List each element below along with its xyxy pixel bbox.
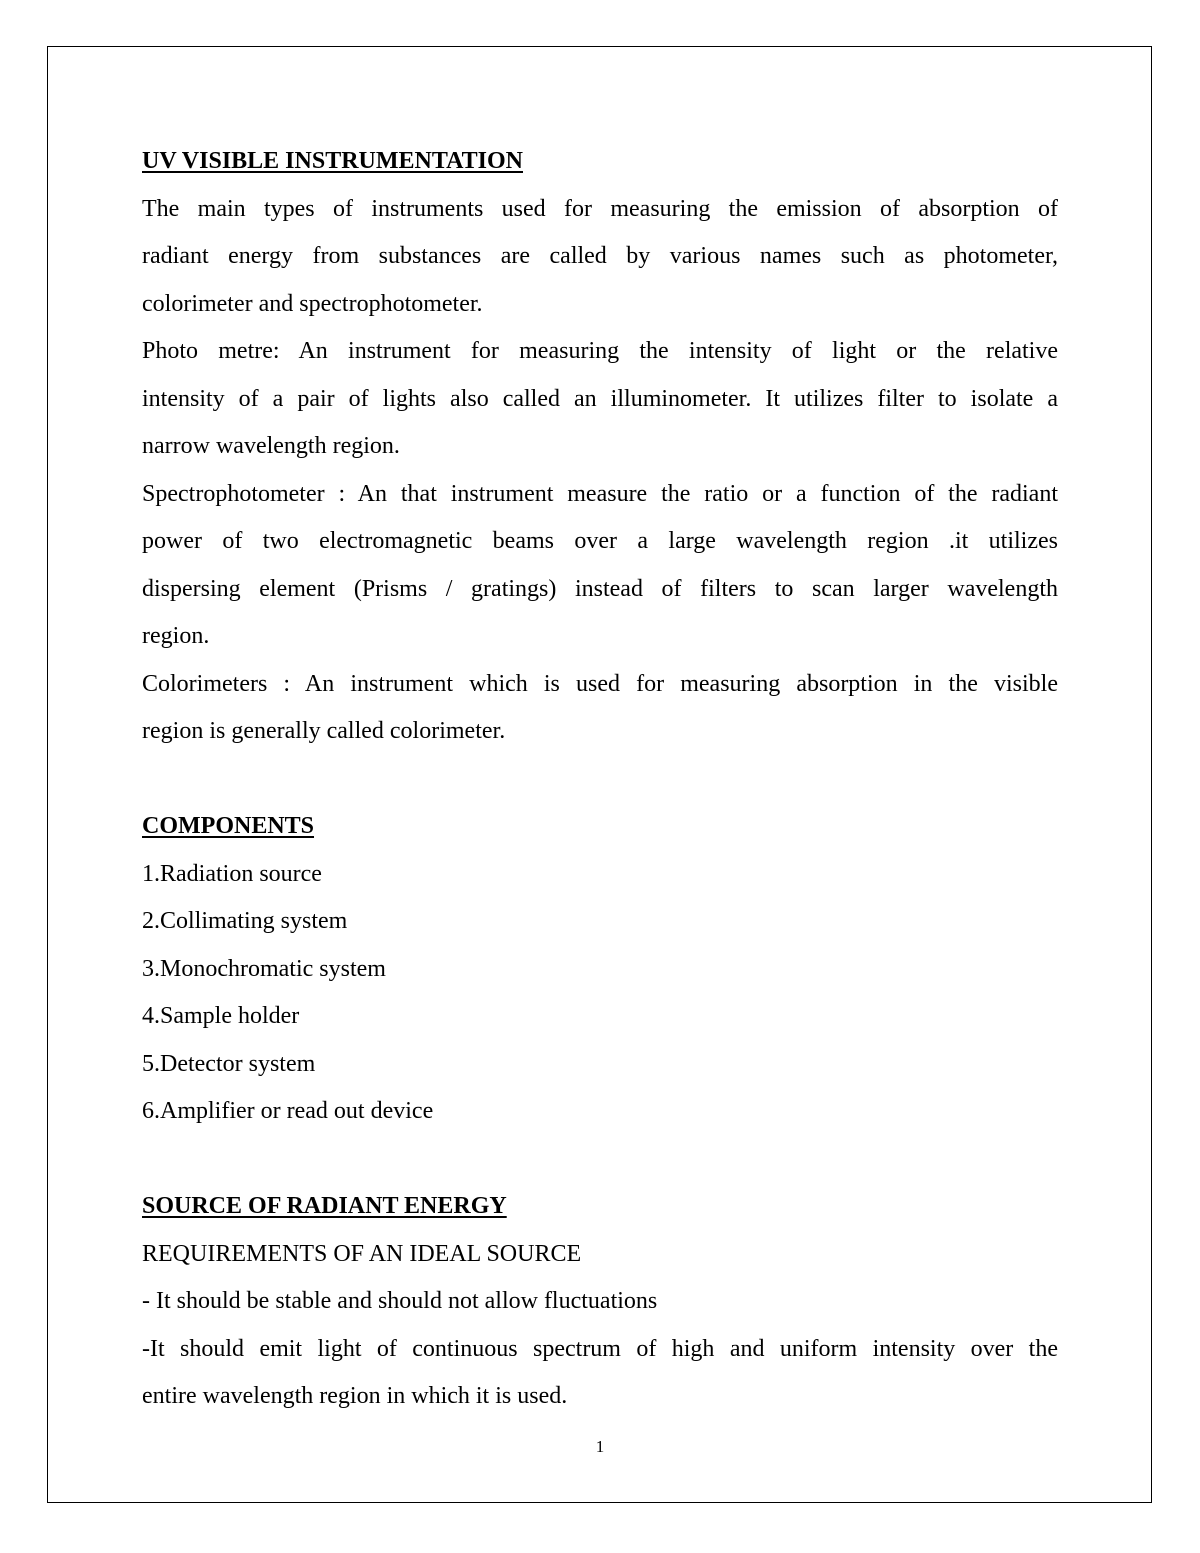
component-item: 4.Sample holder — [142, 1003, 300, 1029]
intro-line-3: colorimeter and spectrophotometer. — [142, 290, 483, 317]
colorimeters-line-1: Colorimeters : An instrument which is used for measuring absorption in the visible — [142, 670, 1058, 697]
page-number: 1 — [595, 1437, 605, 1456]
blank-line — [142, 756, 1058, 804]
requirement-line-2: -It should emit light of continuous spectrum of high and uniform intensity over the — [142, 1335, 1058, 1362]
spectrophotometer-line-4: region. — [142, 623, 210, 649]
requirement-line-3: entire wavelength region in which it is used. — [142, 1383, 568, 1409]
component-item: 5.Detector system — [142, 1050, 316, 1077]
colorimeters-line-2: region is generally called colorimeter. — [142, 718, 506, 744]
component-item: 1.Radiation source — [142, 860, 322, 887]
photometre-line-2: intensity of a pair of lights also called an illuminometer. It utilizes filter to isolate a — [142, 385, 1058, 412]
document-body — [142, 138, 1058, 1421]
spectrophotometer-line-3: dispersing element (Prisms / gratings) instead of filters to scan larger wavelength — [142, 575, 1058, 602]
component-item: 3.Monochromatic system — [142, 955, 386, 982]
photometre-line-1: Photo metre: An instrument for measuring the intensity of light or the relative — [142, 338, 1058, 364]
requirements-subheading: REQUIREMENTS OF AN IDEAL SOURCE — [142, 1240, 582, 1267]
component-item: 6.Amplifier or read out device — [142, 1098, 434, 1124]
blank-line — [142, 1136, 1058, 1184]
section-heading-components: COMPONENTS — [142, 813, 315, 839]
requirement-line-1: - It should be stable and should not allow fluctuations — [142, 1288, 658, 1314]
photometre-line-3: narrow wavelength region. — [142, 433, 400, 459]
intro-line-1: The main types of instruments used for measuring the emission of absorption of — [142, 195, 1058, 222]
intro-line-2: radiant energy from substances are called by various names such as photometer, — [142, 243, 1058, 269]
section-heading-source-of-radiant-energy: SOURCE OF RADIANT ENERGY — [142, 1193, 507, 1219]
spectrophotometer-line-2: power of two electromagnetic beams over a large wavelength region .it utilizes — [142, 528, 1058, 554]
spectrophotometer-line-1: Spectrophotometer : An that instrument measure the ratio or a function of the radiant — [142, 480, 1058, 507]
section-heading-uv-visible-instrumentation: UV VISIBLE INSTRUMENTATION — [142, 148, 523, 174]
component-item: 2.Collimating system — [142, 908, 348, 934]
